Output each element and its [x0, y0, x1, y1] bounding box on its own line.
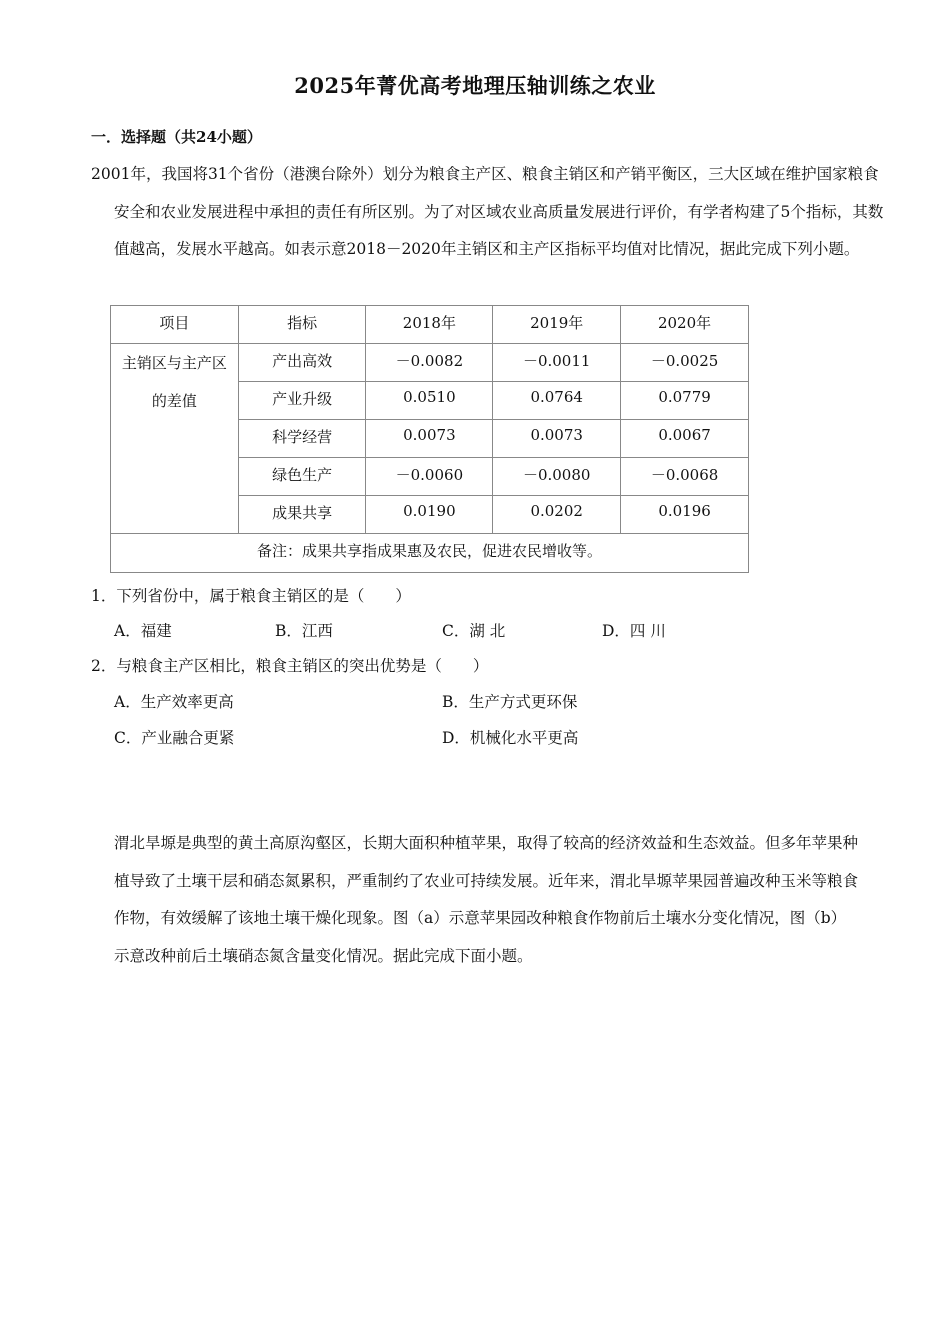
table-cell: 0.0073	[493, 420, 621, 458]
question-2-stem: 2．与粮食主产区相比，粮食主销区的突出优势是（ ）	[91, 657, 489, 675]
question-1-option-c[interactable]: C．湖 北	[442, 622, 506, 640]
table-cell: －0.0060	[366, 458, 493, 496]
section-heading: 一．选择题（共24小题）	[91, 128, 262, 146]
question-2-option-a[interactable]: A．生产效率更高	[114, 693, 234, 711]
table-note: 备注：成果共享指成果惠及农民，促进农民增收等。	[111, 534, 749, 573]
table-cell: 产出高效	[238, 344, 366, 382]
page-title: 2025年菁优高考地理压轴训练之农业	[294, 73, 656, 98]
question-2-option-d[interactable]: D．机械化水平更高	[442, 729, 579, 747]
intro-paragraph: 2001年，我国将31个省份（港澳台除外）划分为粮食主产区、粮食主销区和产销平衡区，三大区域在维护国家粮食安全和农业发展进程中承担的责任有所区别。为了对区域农业高质量发展进行评价，有学者构建了5个指标，其数值越高，发展水平越高。如表示意2018－2020年主销区和主产区指标平均值对比情况，据此完成下列小题。	[91, 165, 884, 258]
table-cell: －0.0068	[621, 458, 749, 496]
passage-2: 渭北旱塬是典型的黄土高原沟壑区，长期大面积种植苹果，取得了较高的经济效益和生态效益。但多年苹果种植导致了土壤干层和硝态氮累积，严重制约了农业可持续发展。近年来，渭北旱塬苹果园普遍改种玉米等粮食作物，有效缓解了该地土壤干燥化现象。图（a）示意苹果园改种粮食作物前后土壤水分变化情况，图（b）示意改种前后土壤硝态氮含量变化情况。据此完成下面小题。	[114, 834, 859, 965]
table-header-row	[111, 306, 749, 344]
indicator-table	[110, 305, 749, 573]
table-header-cell: 2020年	[621, 306, 749, 344]
table-cell: －0.0082	[366, 344, 493, 382]
question-1-option-d[interactable]: D．四 川	[602, 622, 666, 640]
question-2-option-c[interactable]: C．产业融合更紧	[114, 729, 235, 747]
table-header-cell: 2019年	[493, 306, 621, 344]
table-header-cell: 项目	[111, 306, 239, 344]
table-row	[111, 344, 749, 382]
table-header-cell: 指标	[238, 306, 366, 344]
table-cell: 0.0779	[621, 382, 749, 420]
table-cell: 0.0073	[366, 420, 493, 458]
table-cell: 0.0190	[366, 496, 493, 534]
table-cell: －0.0011	[493, 344, 621, 382]
question-1-option-a[interactable]: A．福建	[114, 622, 172, 640]
table-header-cell: 2018年	[366, 306, 493, 344]
question-2-option-b[interactable]: B．生产方式更环保	[442, 693, 578, 711]
table-cell: 科学经营	[238, 420, 366, 458]
question-1-option-b[interactable]: B．江西	[275, 622, 333, 640]
group-label-cell: 主销区与主产区的差值	[111, 344, 239, 534]
table-cell: 0.0510	[366, 382, 493, 420]
table-cell: 0.0764	[493, 382, 621, 420]
table-cell: 0.0196	[621, 496, 749, 534]
question-1-stem: 1．下列省份中，属于粮食主销区的是（ ）	[91, 587, 411, 605]
table-cell: 绿色生产	[238, 458, 366, 496]
table-cell: 0.0202	[493, 496, 621, 534]
table-cell: 成果共享	[238, 496, 366, 534]
table-note-row	[111, 534, 749, 573]
table-cell: 0.0067	[621, 420, 749, 458]
table-cell: －0.0080	[493, 458, 621, 496]
table-cell: 产业升级	[238, 382, 366, 420]
table-cell: －0.0025	[621, 344, 749, 382]
